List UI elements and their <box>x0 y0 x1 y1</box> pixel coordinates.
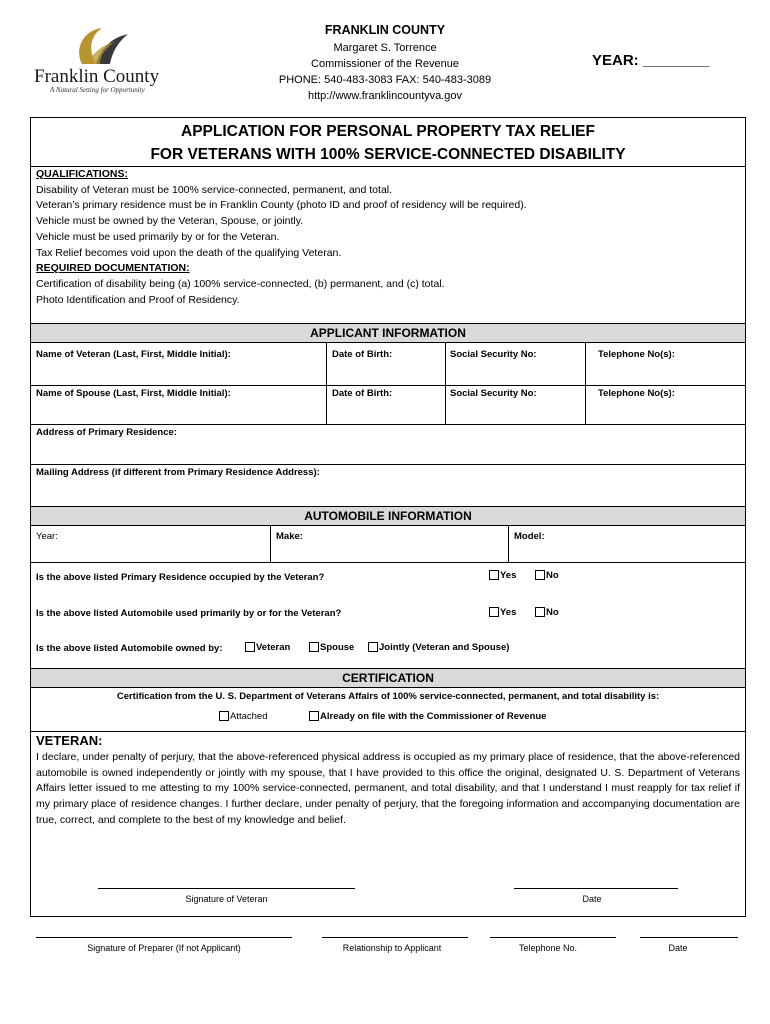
cert-attached-option[interactable] <box>219 711 268 722</box>
form-title-line1: APPLICATION FOR PERSONAL PROPERTY TAX RELIEF <box>181 123 595 140</box>
required-doc-heading: REQUIRED DOCUMENTATION: <box>36 262 190 275</box>
primary-address-field[interactable]: Address of Primary Residence: <box>36 427 177 438</box>
checkbox-icon[interactable] <box>489 570 499 580</box>
checkbox-icon[interactable] <box>535 607 545 617</box>
q2-yes-option[interactable] <box>489 607 516 618</box>
col-divider <box>585 343 586 385</box>
owner-veteran-option[interactable] <box>245 642 290 653</box>
relationship-label: Relationship to Applicant <box>342 943 442 953</box>
certification-text: Certification from the U. S. Department of Veterans Affairs of 100% service-connected, permanent, and total disability is: <box>116 691 660 702</box>
checkbox-icon[interactable] <box>309 642 319 652</box>
col-divider <box>445 343 446 385</box>
form-title-line2: FOR VETERANS WITH 100% SERVICE-CONNECTED DISABILITY <box>150 146 626 163</box>
yes-label: Yes <box>500 607 517 618</box>
veteran-signature-line[interactable] <box>98 888 355 889</box>
auto-year-field[interactable]: Year: <box>36 531 58 542</box>
preparer-telephone-label: Telephone No. <box>518 943 578 953</box>
question-residence-occupied: Is the above listed Primary Residence occupied by the Veteran? <box>36 572 325 583</box>
col-divider <box>508 526 509 562</box>
yes-label: Yes <box>500 570 517 581</box>
q1-yes-option[interactable] <box>489 570 516 581</box>
commissioner-title: Commissioner of the Revenue <box>311 58 459 70</box>
checkbox-icon[interactable] <box>489 607 499 617</box>
spouse-ssn-field[interactable]: Social Security No: <box>450 388 537 399</box>
auto-model-field[interactable]: Model: <box>514 531 545 542</box>
owner-spouse-option[interactable] <box>309 642 354 653</box>
veteran-declaration: I declare, under penalty of perjury, that the above-referenced physical address is occupied as my primary place of residence, that the above-referenced automobile is owned independently or jointly with my spouse, that I have provided to this office the original, designated U. S. Department of Veterans Affairs letter issued to me attesting to my 100% service-connected, permanent, and total disability, and that I understand I must reapply for tax relief if my primary place of residence changes. I further declare, under penalty of perjury, that the foregoing information and accompanying documentation are true, correct, and complete to the best of my knowledge and belief. <box>36 751 740 826</box>
q2-no-option[interactable] <box>535 607 559 618</box>
jointly-label: Jointly (Veteran and Spouse) <box>379 642 510 653</box>
attached-label: Attached <box>230 711 268 722</box>
qualifications-heading: QUALIFICATIONS: <box>36 168 128 180</box>
veteran-phone-field[interactable]: Telephone No(s): <box>598 349 675 360</box>
commissioner-name: Margaret S. Torrence <box>333 42 437 54</box>
preparer-telephone-line[interactable] <box>490 937 616 938</box>
q1-no-option[interactable] <box>535 570 559 581</box>
row-divider <box>31 731 745 732</box>
row-divider <box>31 424 745 425</box>
col-divider <box>445 385 446 424</box>
veteran-dob-field[interactable]: Date of Birth: <box>332 349 393 360</box>
owner-jointly-option[interactable] <box>368 642 509 653</box>
mailing-address-field[interactable]: Mailing Address (if different from Primary Residence Address): <box>36 467 320 478</box>
checkbox-icon[interactable] <box>219 711 229 721</box>
on-file-label: Already on file with the Commissioner of Revenue <box>320 711 547 722</box>
year-field[interactable]: YEAR: ________ <box>592 52 710 69</box>
question-auto-owned: Is the above listed Automobile owned by: <box>36 643 223 654</box>
preparer-date-line[interactable] <box>640 937 738 938</box>
required-doc-item: Photo Identification and Proof of Residency. <box>36 293 240 306</box>
checkbox-icon[interactable] <box>245 642 255 652</box>
certification-header: CERTIFICATION <box>31 668 745 688</box>
col-divider <box>326 343 327 385</box>
no-label: No <box>546 607 559 618</box>
preparer-signature-line[interactable] <box>36 937 292 938</box>
veteran-signature-label: Signature of Veteran <box>185 894 268 904</box>
spouse-name-field[interactable]: Name of Spouse (Last, First, Middle Initial): <box>36 388 231 399</box>
qualification-item: Vehicle must be used primarily by or for the Veteran. <box>36 230 280 243</box>
col-divider <box>270 526 271 562</box>
phone-fax: PHONE: 540-483-3083 FAX: 540-483-3089 <box>278 74 492 86</box>
spouse-phone-field[interactable]: Telephone No(s): <box>598 388 675 399</box>
preparer-signature-label: Signature of Preparer (If not Applicant) <box>87 943 241 953</box>
row-divider <box>31 385 745 386</box>
veteran-ssn-field[interactable]: Social Security No: <box>450 349 537 360</box>
row-divider <box>31 464 745 465</box>
checkbox-icon[interactable] <box>535 570 545 580</box>
logo-tagline: A Natural Setting for Opportunity <box>50 86 145 94</box>
veteran-name-field[interactable]: Name of Veteran (Last, First, Middle Initial): <box>36 349 231 360</box>
preparer-date-label: Date <box>668 943 688 953</box>
question-auto-used: Is the above listed Automobile used primarily by or for the Veteran? <box>36 608 342 619</box>
logo-name: Franklin County <box>34 66 160 87</box>
county-title: FRANKLIN COUNTY <box>324 23 446 37</box>
veteran-date-line[interactable] <box>514 888 678 889</box>
qualifications-block <box>36 167 527 308</box>
qualification-item: Vehicle must be owned by the Veteran, Spouse, or jointly. <box>36 215 304 228</box>
qualification-item: Disability of Veteran must be 100% service-connected, permanent, and total. <box>36 183 393 196</box>
relationship-line[interactable] <box>322 937 468 938</box>
checkbox-icon[interactable] <box>309 711 319 721</box>
qualification-item: Veteran’s primary residence must be in Franklin County (photo ID and proof of residency will be required). <box>36 199 527 212</box>
automobile-info-header: AUTOMOBILE INFORMATION <box>31 506 745 526</box>
veteran-label: Veteran <box>256 642 291 653</box>
spouse-dob-field[interactable]: Date of Birth: <box>332 388 393 399</box>
spouse-label: Spouse <box>320 642 355 653</box>
applicant-info-header: APPLICANT INFORMATION <box>31 323 745 343</box>
no-label: No <box>546 570 559 581</box>
required-doc-item: Certification of disability being (a) 100% service-connected, (b) permanent, and (c) total. <box>36 277 445 290</box>
col-divider <box>585 385 586 424</box>
veteran-date-label: Date <box>582 894 602 904</box>
website: http://www.franklincountyva.gov <box>307 90 463 102</box>
row-divider <box>31 562 745 563</box>
auto-make-field[interactable]: Make: <box>276 531 303 542</box>
col-divider <box>326 385 327 424</box>
qualification-item: Tax Relief becomes void upon the death of the qualifying Veteran. <box>36 246 342 259</box>
checkbox-icon[interactable] <box>368 642 378 652</box>
cert-on-file-option[interactable] <box>309 711 546 722</box>
veteran-heading: VETERAN: <box>36 733 103 748</box>
